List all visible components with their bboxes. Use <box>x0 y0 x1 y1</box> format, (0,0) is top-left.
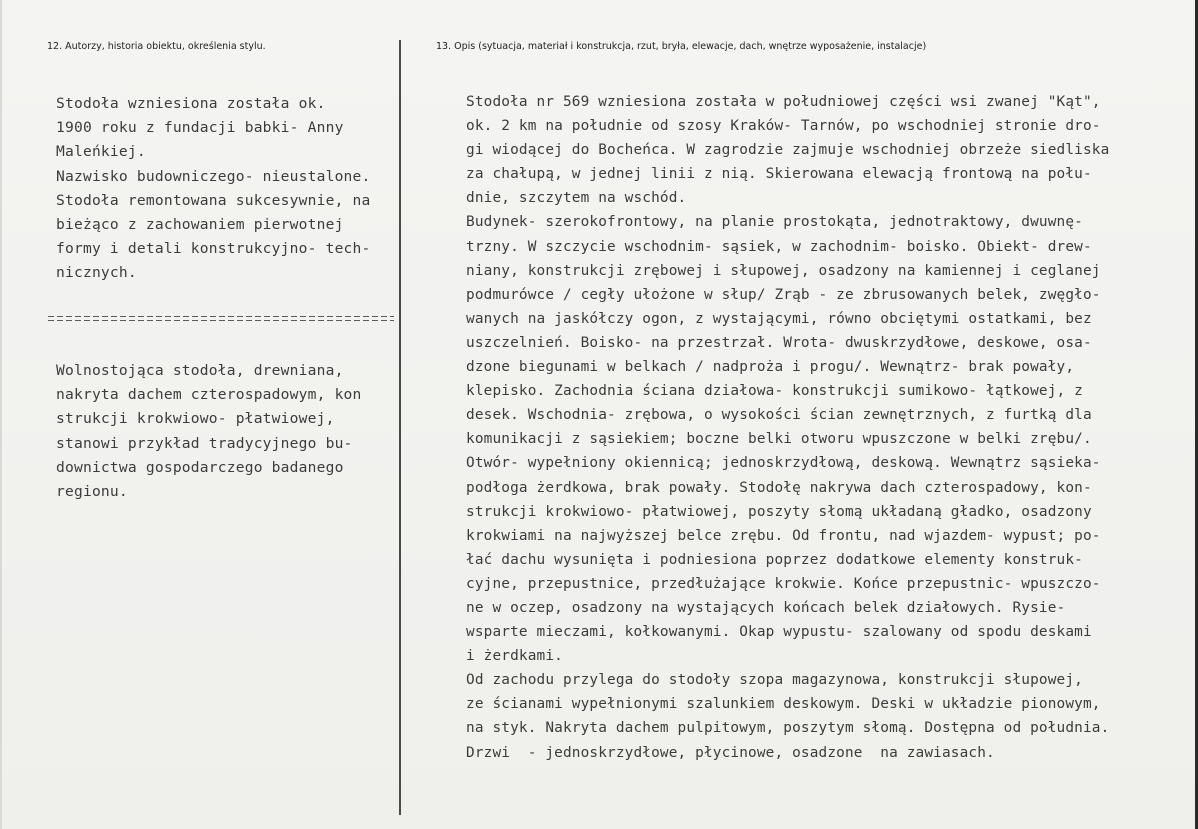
text-line: nicznych. <box>56 264 137 282</box>
text-line: dnie, szczytem na wschód. <box>466 190 687 207</box>
text-line: nakryta dachem czterospadowym, kon <box>56 386 362 404</box>
column-divider <box>399 40 401 815</box>
text-line: Budynek- szerokofrontowy, na planie prostokąta, jednotraktowy, dwuwnę- <box>466 214 1083 231</box>
text-line: ne w oczep, osadzony na wystających końcach belek działowych. Rysie- <box>466 599 1066 616</box>
section-13-header: 13. Opis (sytuacja, materiał i konstrukcja, rzut, bryła, elewacje, dach, wnętrze wyposażenie, instalacje) <box>436 41 927 52</box>
text-line: Stodoła remontowana sukcesywnie, na <box>56 191 371 209</box>
text-line: gi wiodącej do Bocheńca. W zagrodzie zajmuje wschodniej obrzeże siedliska <box>466 142 1110 159</box>
description-text <box>466 90 1109 765</box>
text-line: formy i detali konstrukcyjno- tech- <box>56 240 371 258</box>
text-line: ok. 2 km na południe od szosy Kraków- Tarnów, po wschodniej stronie dro- <box>466 118 1101 135</box>
text-line: Nazwisko budowniczego- nieustalone. <box>56 167 371 185</box>
text-line: cyjne, przepustnice, przedłużające krokwie. Końce przepustnic- wpuszczo- <box>466 575 1101 592</box>
text-line: ze ścianami wypełnionymi szalunkiem deskowym. Deski w układzie pionowym, <box>466 696 1101 713</box>
text-line: łać dachu wysunięta i podniesiona poprzez dodatkowe elementy konstruk- <box>466 551 1083 568</box>
text-line: Maleńkiej. <box>56 143 146 161</box>
text-line: strukcji krokwiowo- płatwiowej, poszyty słomą układaną gładko, osadzony <box>466 503 1092 520</box>
text-line: niany, konstrukcji zrębowej i słupowej, osadzony na kamiennej i ceglanej <box>466 262 1101 279</box>
text-line: trzny. W szczycie wschodnim- sąsiek, w zachodnim- boisko. Obiekt- drew- <box>466 238 1092 255</box>
text-line: krokwiami na najwyższej belce zrębu. Od frontu, nad wjazdem- wypust; po- <box>466 527 1101 544</box>
dashed-separator <box>48 316 394 326</box>
page-left-edge <box>0 0 2 829</box>
text-line: Otwór- wypełniony okiennicą; jednoskrzydłową, deskową. Wewnątrz sąsieka- <box>466 455 1101 472</box>
text-line: bieżąco z zachowaniem pierwotnej <box>56 216 344 234</box>
section-12-header: 12. Autorzy, historia obiektu, określenia stylu. <box>47 41 266 52</box>
style-summary-text <box>56 359 362 504</box>
text-line: stanowi przykład tradycyjnego bu- <box>56 434 353 452</box>
text-line: podłoga żerdkowa, brak powały. Stodołę nakrywa dach czterospadowy, kon- <box>466 479 1092 496</box>
text-line: downictwa gospodarczego badanego <box>56 458 344 476</box>
text-line: za chałupą, w jednej linii z nią. Skierowana elewacją frontową na połu- <box>466 166 1092 183</box>
text-line: wsparte mieczami, kołkowanymi. Okap wypustu- szalowany od spodu deskami <box>466 624 1092 641</box>
text-line: Stodoła wzniesiona została ok. <box>56 95 326 112</box>
text-line: uszczelnień. Boisko- na przestrzał. Wrota- dwuskrzydłowe, deskowe, osa- <box>466 334 1092 351</box>
text-line: regionu. <box>56 483 128 501</box>
authors-history-text <box>56 92 371 286</box>
text-line: Stodoła nr 569 wzniesiona została w południowej części wsi zwanej "Kąt", <box>466 94 1101 110</box>
text-line: wanych na jaskółczy ogon, z wystającymi, równo obciętymi ostatkami, bez <box>466 310 1092 327</box>
text-line: Od zachodu przylega do stodoły szopa magazynowa, konstrukcji słupowej, <box>466 672 1083 689</box>
text-line: komunikacji z sąsiekiem; boczne belki otworu wpuszczone w belki zrębu/. <box>466 431 1092 448</box>
text-line: dzone biegunami w belkach / nadproża i progu/. Wewnątrz- brak powały, <box>466 359 1075 376</box>
text-line: strukcji krokwiowo- płatwiowej, <box>56 410 335 428</box>
text-line: desek. Wschodnia- zrębowa, o wysokości ścian zewnętrznych, z furtką dla <box>466 407 1092 424</box>
text-line: podmurówce / cegły ułożone w słup/ Zrąb - ze zbrusowanych belek, zwęgło- <box>466 286 1101 303</box>
text-line: Wolnostojąca stodoła, drewniana, <box>56 362 344 379</box>
text-line: na styk. Nakryta dachem pulpitowym, poszytym słomą. Dostępna od południa. <box>466 720 1110 737</box>
text-line: 1900 roku z fundacji babki- Anny <box>56 119 344 137</box>
text-line: Drzwi - jednoskrzydłowe, płycinowe, osadzone na zawiasach. <box>466 744 995 761</box>
text-line: i żerdkami. <box>466 648 563 665</box>
text-line: klepisko. Zachodnia ściana działowa- konstrukcji sumikowo- łątkowej, z <box>466 383 1083 400</box>
